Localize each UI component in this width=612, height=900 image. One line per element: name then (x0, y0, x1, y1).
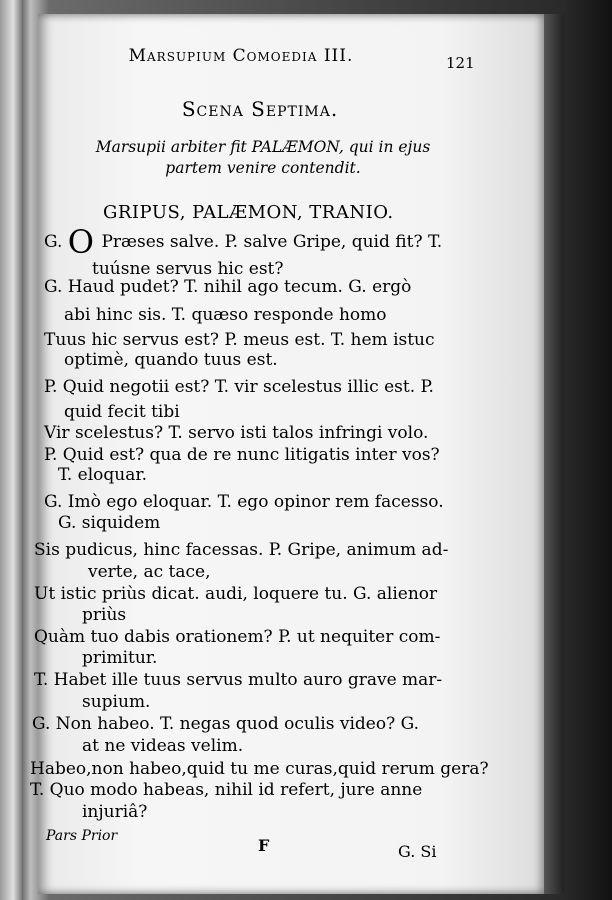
dialogue-line: quid fecit tibi (64, 402, 180, 422)
dialogue-line: Quàm tuo dabis orationem? P. ut nequiter com- (34, 627, 441, 647)
character-list: GRIPUS, PALÆMON, TRANIO. (103, 202, 394, 223)
dialogue-line: G. Non habeo. T. negas quod oculis video? G. (32, 714, 419, 734)
argument-line: partem venire contendit. (165, 159, 361, 177)
dialogue-line: primitur. (82, 648, 158, 668)
dialogue-line: supium. (82, 692, 151, 712)
dialogue-line: abi hinc sis. T. quæso responde homo (64, 305, 387, 325)
signature-line: Pars Prior (46, 828, 118, 844)
page-number: 121 (446, 54, 475, 72)
argument-line: Marsupii arbiter fit PALÆMON, qui in ejus (95, 138, 431, 156)
catchword: G. Si (398, 842, 437, 861)
dialogue-line: G. Imò ego eloquar. T. ego opinor rem facesso. (44, 492, 444, 512)
dialogue-line: tuúsne servus hic est? (92, 259, 284, 279)
first-speaker: G. (44, 232, 63, 252)
dialogue-line: Sis pudicus, hinc facessas. P. Gripe, animum ad- (34, 540, 449, 560)
dialogue-line: priùs (82, 605, 127, 625)
dialogue-line: T. Quo modo habeas, nihil id refert, jure anne (30, 780, 423, 800)
dialogue-line: T. eloquar. (58, 465, 148, 485)
previous-page-edge (0, 0, 22, 900)
dialogue-line: Tuus hic servus est? P. meus est. T. hem istuc (44, 330, 435, 350)
dialogue-line: P. Quid est? qua de re nunc litigatis inter vos? (44, 445, 440, 465)
dialogue-line: T. Habet ille tuus servus multo auro grave mar- (34, 670, 443, 690)
book-binding-edge (544, 14, 564, 894)
dialogue-line: P. Quid negotii est? T. vir scelestus illic est. P. (44, 377, 434, 397)
dialogue-line: G. Haud pudet? T. nihil ago tecum. G. ergò (44, 277, 412, 297)
dialogue-line: Habeo,non habeo,quid tu me curas,quid rerum gera? (30, 759, 489, 779)
first-line-text: Præses salve. P. salve Gripe, quid fit? T. (101, 232, 443, 252)
initial-letter: O (67, 223, 95, 261)
dialogue-line: Ut istic priùs dicat. audi, loquere tu. G. alienor (34, 584, 438, 604)
dialogue-line: verte, ac tace, (88, 562, 211, 582)
running-title: Marsupium Comoedia III. (128, 46, 354, 66)
dialogue-line-first (44, 223, 443, 261)
dialogue-line: Vir scelestus? T. servo isti talos infringi volo. (44, 423, 429, 443)
dialogue-line: at ne videas velim. (82, 736, 244, 756)
dialogue-line: G. siquidem (58, 513, 161, 533)
dialogue-line: optimè, quando tuus est. (64, 350, 278, 370)
scene-title: Scena Septima. (181, 97, 339, 121)
dialogue-line: injuriâ? (82, 802, 148, 822)
signature-mark: F (258, 836, 270, 855)
scene-argument (58, 137, 468, 179)
